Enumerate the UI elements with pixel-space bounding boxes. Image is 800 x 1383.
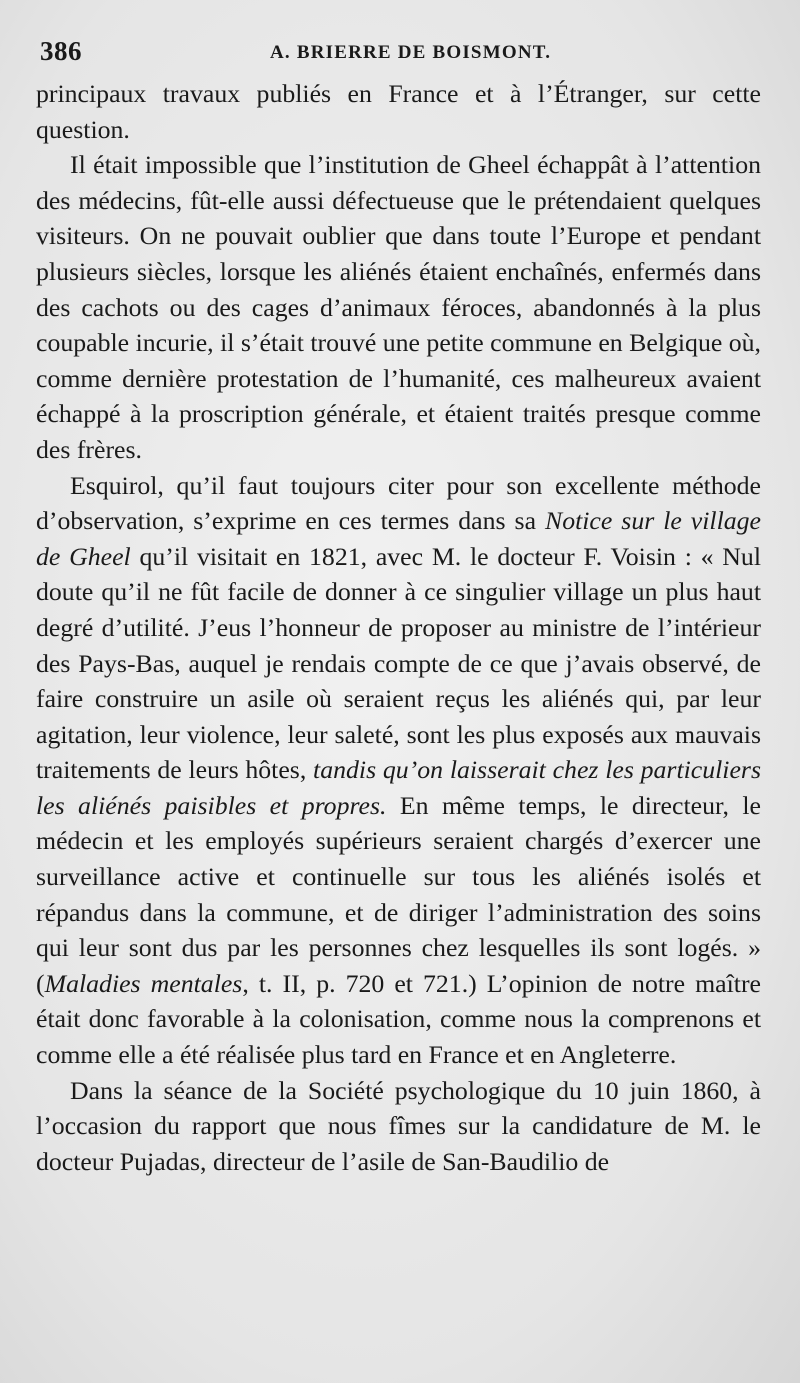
paragraph-text: qu’il visitait en 1821, avec M. le docteur F. Voisin : « Nul doute qu’il ne fût facile de donner à ce singulier village un plus haut degré d’utilité. J’eus l’honneur de proposer au ministre de l’intérieur des Pays-Bas, auquel je rendais compte de ce que j’avais observé, de faire construire un asile où seraient reçus les aliénés qui, par leur agitation, leur violence, leur saleté, sont les plus exposés aux mauvais traitements de leurs hôtes, xyxy=(36,541,761,785)
body-text xyxy=(36,76,761,1179)
paragraph-text: Esquirol, qu’il faut toujours citer pour son excellente méthode d’observation, s’exprime en ces termes dans sa xyxy=(36,470,761,536)
italic-emphasis: tandis qu’on laisserait chez les particuliers les aliénés paisibles et propres. xyxy=(36,755,761,820)
running-head: A. BRIERRE DE BOISMONT. xyxy=(270,42,552,63)
paragraph-text: En même temps, le directeur, le médecin et les employés supérieurs seraient chargés d’exercer une surveillance active et continuelle sur tous les aliénés isolés et répandus dans la commune, et de diriger l’administration des soins qui leur sont dus par les personnes chez lesquelles ils sont logés. » ( xyxy=(36,790,762,998)
italic-title-maladies: Maladies mentales xyxy=(44,968,243,998)
paragraph-esquirol-quote xyxy=(36,468,761,1073)
paragraph-societe-psychologique: Dans la séance de la Société psychologique du 10 juin 1860, à l’occasion du rapport que nous fîmes sur la candidature de M. le docteur Pujadas, directeur de l’asile de San-Baudilio de xyxy=(36,1075,761,1176)
italic-title-notice: Notice sur le village de Gheel xyxy=(36,506,761,571)
page-number: 386 xyxy=(40,36,82,66)
page-header xyxy=(40,36,740,76)
paragraph-gheel-institution: Il était impossible que l’institution de Gheel échappât à l’attention des médecins, fût-elle aussi défectueuse que le prétendaient quelques visiteurs. On ne pouvait oublier que dans toute l’Europe et pendant plusieurs siècles, lorsque les aliénés étaient enchaînés, enfermés dans des cachots ou des cages d’animaux féroces, abandonnés à la plus coupable incurie, il s’était trouvé une petite commune en Belgique où, comme dernière protestation de l’humanité, ces malheureux avaient échappé à la proscription générale, et étaient traités presque comme des frères. xyxy=(36,150,761,464)
paragraph-continuation: principaux travaux publiés en France et à l’Étranger, sur cette question. xyxy=(36,79,761,144)
paragraph-text: , t. II, p. 720 et 721.) L’opinion de notre maître était donc favorable à la colonisation, comme nous la comprenons et comme elle a été réalisée plus tard en France et en Angleterre. xyxy=(36,968,761,1070)
